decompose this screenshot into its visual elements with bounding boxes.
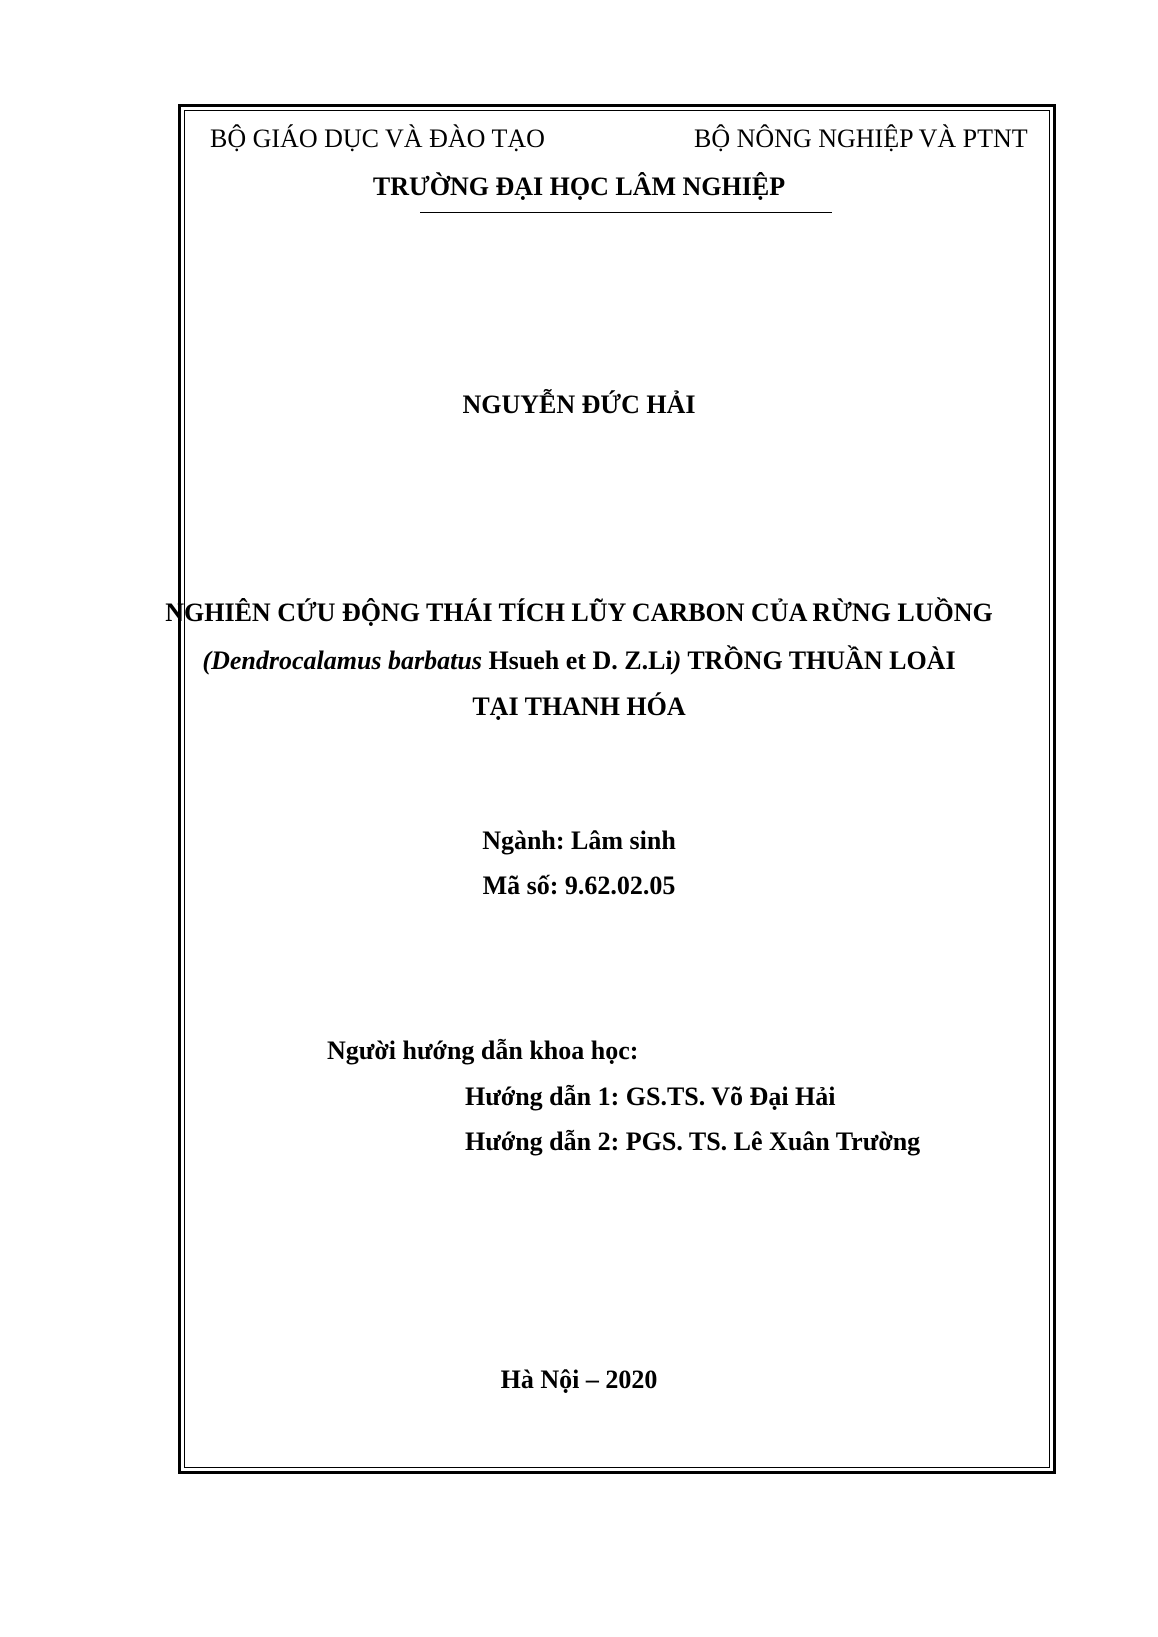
author-name: NGUYỄN ĐỨC HẢI — [462, 390, 696, 419]
thesis-title-line3: TẠI THANH HÓA — [472, 692, 686, 721]
place-year: Hà Nội – 2020 — [500, 1365, 658, 1394]
title-line2-end: TRỒNG THUẦN LOÀI — [681, 646, 956, 675]
authority: Hsueh et D. Z.Li — [481, 646, 673, 675]
scientific-name: (Dendrocalamus barbatus — [202, 646, 482, 675]
thesis-title-line2 — [0, 646, 1158, 676]
ministry-right: BỘ NÔNG NGHIỆP VÀ PTNT — [694, 124, 1028, 153]
major-field: Ngành: Lâm sinh — [482, 826, 676, 855]
advisor-1: Hướng dẫn 1: GS.TS. Võ Đại Hải — [465, 1082, 836, 1111]
ministry-left: BỘ GIÁO DỤC VÀ ĐÀO TẠO — [210, 124, 545, 153]
page-border-inner — [184, 110, 1050, 1468]
scientific-name-close: ) — [672, 646, 682, 675]
advisors-heading: Người hướng dẫn khoa học: — [327, 1036, 639, 1065]
major-code: Mã số: 9.62.02.05 — [482, 871, 676, 900]
advisor-2: Hướng dẫn 2: PGS. TS. Lê Xuân Trường — [465, 1127, 921, 1156]
university-underline — [420, 212, 832, 213]
university-name: TRƯỜNG ĐẠI HỌC LÂM NGHIỆP — [372, 172, 786, 201]
thesis-title-line1: NGHIÊN CỨU ĐỘNG THÁI TÍCH LŨY CARBON CỦA RỪNG LUỒNG — [165, 598, 993, 627]
